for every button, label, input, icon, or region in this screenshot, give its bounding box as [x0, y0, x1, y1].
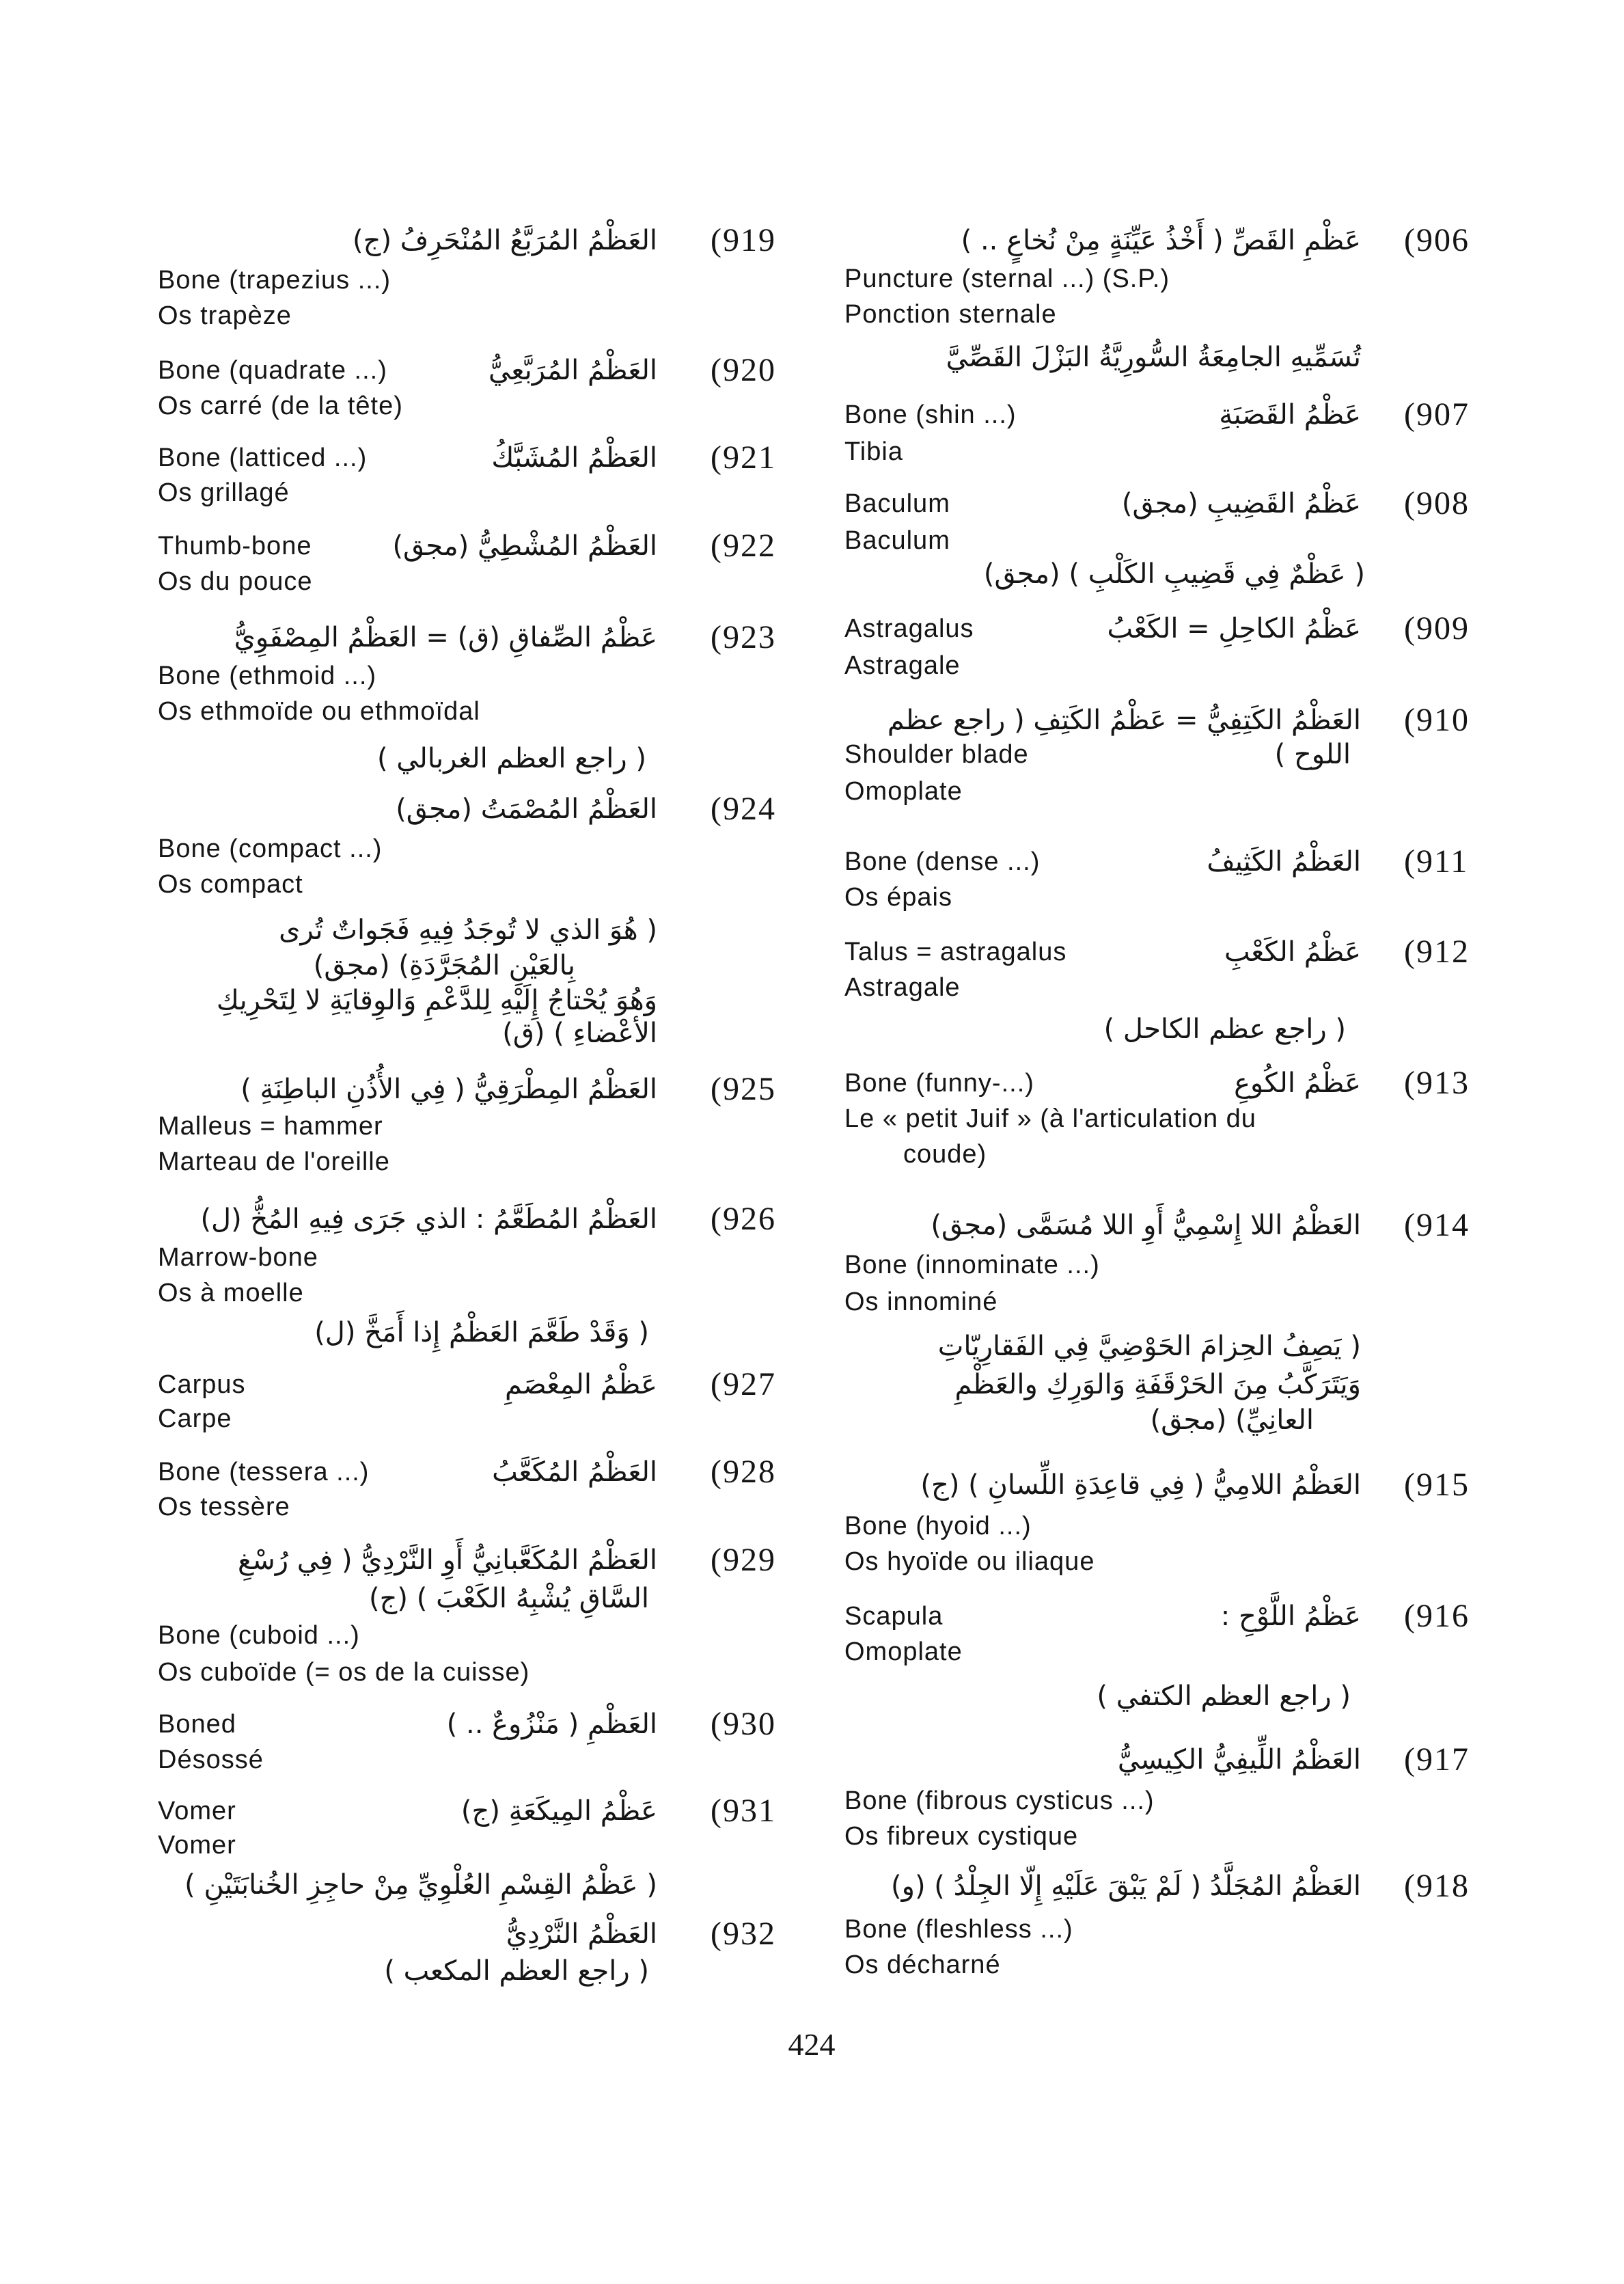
- arabic-note: الأعْضاءِ ) (ق): [502, 1018, 657, 1049]
- entry-number: (909: [1404, 610, 1470, 647]
- arabic-note: السَّاقِ يُشْبِهُ الكَعْبَ ) (ج): [369, 1583, 649, 1614]
- entry-number: (927: [711, 1366, 776, 1402]
- arabic-note: تُسَمِّيهِ الجامِعَةُ السُّورِيَّةُ البَزْلَ القَصِّيَّ: [946, 342, 1361, 373]
- arabic-term: العَظْمُ المُكَعَّبُ: [492, 1456, 657, 1488]
- arabic-term: عَظْمُ الكَعْبِ: [1224, 936, 1361, 968]
- entry-number: (918: [1404, 1868, 1470, 1904]
- arabic-note: ( عَظْمٌ فِي قَضِيبِ الكَلْبِ ) (مجق): [983, 558, 1365, 590]
- entry-number: (931: [711, 1793, 776, 1829]
- arabic-term: العَظْمُ المُشَبَّكُ: [491, 442, 657, 474]
- arabic-term: عَظْمُ الكاحِلِ = الكَعْبُ: [1107, 613, 1361, 644]
- french-term: Carpe: [158, 1404, 232, 1433]
- arabic-term: عَظْمُ الكُوعِ: [1234, 1068, 1361, 1099]
- french-term: Baculum: [844, 526, 950, 555]
- arabic-term: عَظْمُ اللَّوْحِ :: [1220, 1601, 1361, 1632]
- french-term: Omoplate: [844, 777, 963, 806]
- french-term: Os du pouce: [158, 567, 313, 596]
- arabic-term: العَظْمُ اللا إِسْمِيُّ أَوِ اللا مُسَمَّى (مجق): [931, 1210, 1361, 1241]
- arabic-term: عَظْمُ الصِّفاقِ (ق) = العَظْمُ المِصْفَوِيُّ: [234, 622, 657, 653]
- french-term: Vomer: [158, 1831, 236, 1860]
- entry-number: (923: [711, 619, 776, 655]
- english-term: Boned: [158, 1710, 236, 1739]
- english-term: Thumb-bone: [158, 532, 312, 560]
- french-term: Os ethmoïde ou ethmoïdal: [158, 697, 480, 726]
- entry-number: (907: [1404, 396, 1470, 433]
- english-term: Malleus = hammer: [158, 1112, 383, 1141]
- french-term: coude): [903, 1140, 987, 1169]
- arabic-term: عَظْمُ المِعْصَمِ: [504, 1369, 657, 1400]
- entry-number: (913: [1404, 1065, 1470, 1101]
- entry-number: (919: [711, 222, 776, 258]
- french-term: Os cuboïde (= os de la cuisse): [158, 1658, 530, 1687]
- arabic-term: عَظْمُ المِيكَعَةِ (ج): [460, 1795, 657, 1827]
- english-term: Bone (tessera ...): [158, 1458, 370, 1486]
- english-term: Scapula: [844, 1602, 944, 1631]
- french-term: Os hyoïde ou iliaque: [844, 1547, 1095, 1576]
- arabic-term: عَظْمُ القَصَبَةِ: [1219, 399, 1361, 431]
- english-term: Talus = astragalus: [844, 938, 1067, 966]
- english-term: Bone (fibrous cysticus ...): [844, 1786, 1155, 1815]
- arabic-term: عَظْمِ القَصِّ ( أَخْذُ عَيِّنَةٍ مِنْ نُخاعٍ .. ): [961, 225, 1361, 256]
- arabic-term: العَظْمِ ( مَنْزُوعٌ .. ): [446, 1709, 657, 1740]
- french-term: Os tessère: [158, 1493, 290, 1521]
- arabic-note: بِالعَيْنِ المُجَرَّدَةِ) (مجق): [313, 950, 575, 981]
- arabic-term: العَظْمُ اللامِيُّ ( فِي قاعِدَةِ اللِّسانِ ) (ج): [920, 1469, 1361, 1501]
- french-term: Tibia: [844, 437, 903, 466]
- entry-number: (922: [711, 528, 776, 564]
- french-term: Astragale: [844, 651, 961, 680]
- english-term: Bone (dense ...): [844, 847, 1041, 876]
- entry-number: (921: [711, 439, 776, 476]
- english-term: Bone (ethmoid ...): [158, 662, 377, 690]
- arabic-note: وَهُوَ يُحْتاجُ إِلَيْهِ لِلدَّعْمِ وَالوِقايَةِ لا لِتَحْرِيكِ: [216, 985, 657, 1016]
- arabic-term: العَظْمُ المُطَعَّمُ : الذي جَرَى فِيهِ المُخُّ (ل): [200, 1204, 657, 1235]
- arabic-note: ( راجع عظم الكاحل ): [1103, 1014, 1346, 1045]
- entry-number: (917: [1404, 1741, 1470, 1778]
- entry-number: (916: [1404, 1598, 1470, 1634]
- english-term: Baculum: [844, 489, 950, 518]
- french-term: Os grillagé: [158, 478, 290, 507]
- arabic-term: العَظْمُ المُرَبَّعُ المُنْحَرِفُ (ج): [353, 225, 657, 256]
- arabic-note: ( راجع العظم المكعب ): [384, 1955, 649, 1987]
- arabic-term: العَظْمُ المُجَلَّدُ ( لَمْ يَبْقَ عَلَيْهِ إِلّا الجِلْدُ ) (و): [891, 1871, 1361, 1902]
- arabic-note: وَيَتَرَكَّبُ مِنَ الحَرْقَفَةِ وَالوَرِكِ والعَظْمِ: [954, 1369, 1361, 1400]
- english-term: Bone (trapezius ...): [158, 266, 391, 295]
- entry-number: (911: [1404, 843, 1469, 880]
- english-term: Puncture (sternal ...) (S.P.): [844, 264, 1170, 293]
- entry-number: (926: [711, 1201, 776, 1237]
- arabic-term: العَظْمُ الكَثِيفُ: [1207, 846, 1361, 878]
- arabic-note: ( هُوَ الذي لا تُوجَدُ فِيهِ فَجَواتٌ تُرى: [279, 914, 657, 946]
- french-term: Os décharné: [844, 1950, 1001, 1979]
- english-term: Marrow-bone: [158, 1243, 318, 1272]
- french-term: Os carré (de la tête): [158, 392, 403, 420]
- entry-number: (914: [1404, 1207, 1470, 1243]
- english-term: Shoulder blade: [844, 740, 1029, 769]
- english-term: Bone (fleshless ...): [844, 1915, 1073, 1944]
- french-term: Os à moelle: [158, 1279, 304, 1307]
- arabic-term: العَظْمُ المُرَبَّعِيُّ: [488, 355, 657, 386]
- arabic-note: العانِيِّ) (مجق): [1150, 1404, 1314, 1436]
- entry-number: (915: [1404, 1467, 1470, 1503]
- english-term: Carpus: [158, 1370, 246, 1399]
- english-term: Bone (latticed ...): [158, 444, 368, 472]
- arabic-term: العَظْمُ المُكَعَّبانِيُّ أَوِ النَّرْدِيُّ ( فِي رُسْغِ: [237, 1545, 657, 1576]
- english-term: Bone (funny-...): [844, 1069, 1034, 1098]
- french-term: Os trapèze: [158, 301, 292, 330]
- english-term: Bone (innominate ...): [844, 1251, 1100, 1279]
- arabic-note: ( راجع العظم الغربالي ): [376, 743, 646, 774]
- arabic-term: العَظْمُ المِطْرَقِيُّ ( فِي الأُذُنِ الباطِنَةِ ): [240, 1074, 657, 1105]
- french-term: Ponction sternale: [844, 300, 1057, 329]
- entry-number: (912: [1404, 934, 1470, 970]
- french-term: Marteau de l'oreille: [158, 1147, 390, 1176]
- arabic-term: العَظْمُ المُشْطِيُّ (مجق): [392, 530, 657, 562]
- arabic-note: ( عَظْمُ القِسْمِ العُلْوِيِّ مِنْ حاجِزِ الخُنابَتَيْنِ ): [184, 1869, 657, 1901]
- arabic-term: عَظْمُ القَضِيبِ (مجق): [1121, 488, 1361, 519]
- french-term: Désossé: [158, 1745, 264, 1774]
- arabic-note: ( راجع العظم الكتفي ): [1097, 1681, 1351, 1712]
- page-number: 424: [788, 2027, 836, 2062]
- french-term: Omoplate: [844, 1637, 963, 1666]
- entry-number: (910: [1404, 702, 1470, 738]
- english-term: Bone (compact ...): [158, 834, 383, 863]
- arabic-term: العَظْمُ الكَتِفِيُّ = عَظْمُ الكَتِفِ ( راجع عظم: [887, 705, 1361, 736]
- arabic-note: اللوح ): [1274, 739, 1351, 770]
- entry-number: (924: [711, 791, 776, 827]
- french-term: Os compact: [158, 870, 303, 899]
- french-term: Os épais: [844, 883, 952, 912]
- entry-number: (928: [711, 1454, 776, 1490]
- arabic-term: العَظْمُ النَّرْدِيُّ: [506, 1918, 657, 1950]
- english-term: Astragalus: [844, 614, 974, 643]
- french-term: Os innominé: [844, 1288, 998, 1316]
- english-term: Bone (cuboid ...): [158, 1621, 360, 1650]
- entry-number: (920: [711, 352, 776, 388]
- entry-number: (908: [1404, 485, 1470, 521]
- entry-number: (906: [1404, 222, 1470, 258]
- arabic-note: ( يَصِفُ الحِزامَ الحَوْضِيَّ فِي الفَقارِيّاتِ: [937, 1331, 1361, 1362]
- french-term: Astragale: [844, 973, 961, 1002]
- entry-number: (925: [711, 1071, 776, 1107]
- arabic-term: العَظْمُ اللِّيفِيُّ الكِيسِيُّ: [1117, 1744, 1361, 1776]
- entry-number: (932: [711, 1916, 776, 1952]
- entry-number: (930: [711, 1706, 776, 1742]
- english-term: Bone (shin ...): [844, 400, 1017, 429]
- french-term: Os fibreux cystique: [844, 1822, 1079, 1851]
- entry-number: (929: [711, 1542, 776, 1578]
- arabic-term: العَظْمُ المُصْمَتُ (مجق): [396, 793, 657, 825]
- english-term: Bone (hyoid ...): [844, 1512, 1032, 1540]
- french-term: Le « petit Juif » (à l'articulation du: [844, 1104, 1256, 1133]
- english-term: Bone (quadrate ...): [158, 356, 387, 385]
- arabic-note: ( وَقَدْ طَعَّمَ العَظْمُ إِذا أَمَخَّ (ل): [314, 1317, 649, 1348]
- english-term: Vomer: [158, 1797, 236, 1825]
